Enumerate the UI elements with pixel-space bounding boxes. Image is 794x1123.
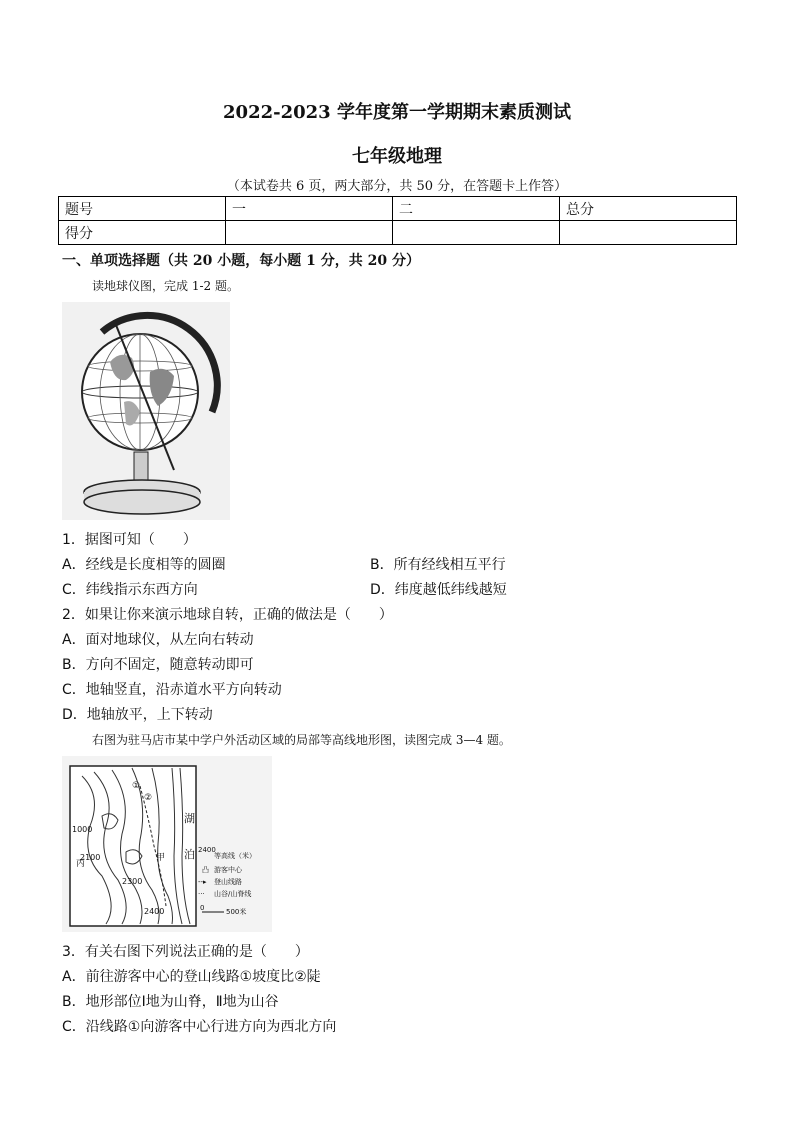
globe-sphere	[82, 334, 198, 450]
score-cell[interactable]	[393, 221, 560, 245]
legend-route: 登山线路	[214, 878, 242, 886]
option-c: C．地轴竖直，沿赤道水平方向转动	[62, 682, 282, 698]
option-c: C．沿线路①向游客中心行进方向为西北方向	[62, 1019, 337, 1035]
score-cell: 一	[226, 197, 393, 221]
visitor-center-icon: 凸	[202, 866, 209, 874]
route-icon: --▸	[198, 878, 207, 886]
score-cell: 得分	[59, 221, 226, 245]
score-cell: 二	[393, 197, 560, 221]
lake-label: 泊	[184, 848, 195, 861]
lake-label: 湖	[184, 812, 195, 825]
exam-title: 2022-2023 学年度第一学期期末素质测试	[223, 102, 571, 123]
legend-ridge: 山谷/山脊线	[214, 890, 252, 898]
question-stem: 1．据图可知（ ）	[62, 532, 197, 548]
scale-label: 500米	[226, 908, 247, 916]
score-cell: 题号	[59, 197, 226, 221]
option-b: B．所有经线相互平行	[370, 557, 506, 573]
ridge-line-icon: ···	[198, 890, 205, 898]
question-stem: 3．有关右图下列说法正确的是（ ）	[62, 944, 309, 960]
legend-contour-value: 2400	[198, 846, 216, 854]
place-label: 甲	[156, 853, 166, 863]
contour-label: 2100	[80, 853, 101, 862]
legend-visitor-center: 游客中心	[214, 866, 242, 874]
place-label: 丙	[76, 859, 86, 869]
option-a: A．面对地球仪，从左向右转动	[62, 632, 254, 648]
globe-stand	[134, 452, 148, 480]
option-b: B．方向不固定，随意转动即可	[62, 657, 254, 673]
globe-figure	[62, 302, 230, 520]
score-table-row	[59, 197, 737, 221]
scale-zero: 0	[200, 904, 205, 912]
contour-map-figure	[62, 756, 272, 932]
contour-label: 2300	[122, 877, 143, 886]
score-cell: 总分	[560, 197, 737, 221]
option-c: C．纬线指示东西方向	[62, 582, 198, 598]
score-table-row	[59, 221, 737, 245]
question-stem: 2．如果让你来演示地球自转，正确的做法是（ ）	[62, 607, 393, 623]
route-label: ②	[144, 793, 153, 803]
question-intro: 右图为驻马店市某中学户外活动区域的局部等高线地形图，读图完成 3—4 题。	[92, 733, 511, 747]
option-d: D．纬度越低纬线越短	[370, 582, 507, 598]
legend-contour: 等高线（米）	[214, 852, 256, 860]
section-heading: 一、单项选择题（共 20 小题，每小题 1 分，共 20 分）	[62, 253, 420, 269]
contour-label: 2400	[144, 907, 165, 916]
contour-label: 1000	[72, 825, 93, 834]
exam-subtitle: 七年级地理	[352, 146, 442, 167]
option-a: A．前往游客中心的登山线路①坡度比②陡	[62, 969, 321, 985]
exam-note: （本试卷共 6 页，两大部分，共 50 分，在答题卡上作答）	[226, 179, 568, 194]
option-b: B．地形部位Ⅰ地为山脊，Ⅱ地为山谷	[62, 994, 279, 1010]
option-a: A．经线是长度相等的圆圈	[62, 557, 226, 573]
route-label: ①	[132, 781, 141, 791]
score-cell[interactable]	[226, 221, 393, 245]
score-cell[interactable]	[560, 221, 737, 245]
option-d: D．地轴放平，上下转动	[62, 707, 213, 723]
question-intro: 读地球仪图，完成 1-2 题。	[92, 279, 239, 293]
score-table	[58, 196, 737, 245]
